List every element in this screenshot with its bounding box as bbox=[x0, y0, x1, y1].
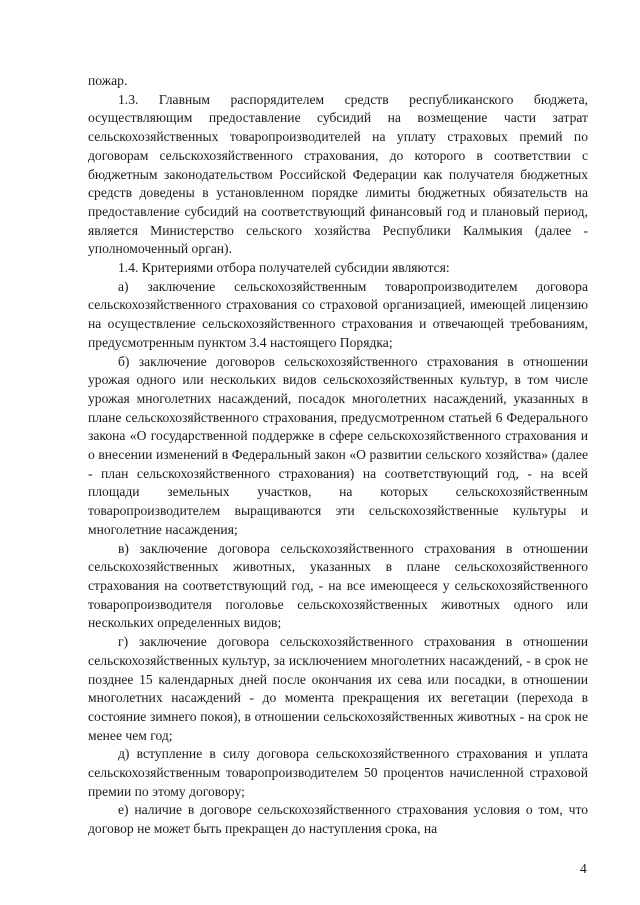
criterion-a: а) заключение сельскохозяйственным товаропроизводителем договора сельскохозяйственного страхования со страховой организацией, имеющей лицензию на осуществление сельскохозяйственного страхования и отвечающей требованиям, предусмотренным пунктом 3.4 настоящего Порядка; bbox=[88, 278, 588, 350]
criterion-v: в) заключение договора сельскохозяйственного страхования в отношении сельскохозяйственных животных, указанных в плане сельскохозяйственного страхования на соответствующий год, - на все имеющееся у сельскохозяйственного товаропроизводителя поголовье сельскохозяйственных животных одного или нескольких определенных видов; bbox=[88, 540, 588, 631]
paragraph-1-3: 1.3. Главным распорядителем средств республиканского бюджета, осуществляющим предоставление субсидий на возмещение части затрат сельскохозяйственных товаропроизводителей на уплату страховых премий по договорам сельскохозяйственного страхования, до которого в соответствии с бюджетным законодательством Российской Федерации как получателя бюджетных средств доведены в установленном порядке лимиты бюджетных обязательств на предоставление субсидий на соответствующий финансовый год и плановый период, является Министерство сельского хозяйства Республики Калмыкия (далее - уполномоченный орган). bbox=[88, 91, 588, 257]
paragraph-fire-ending: пожар. bbox=[88, 73, 128, 88]
criterion-e: е) наличие в договоре сельскохозяйственного страхования условия о том, что договор не может быть прекращен до наступления срока, на bbox=[88, 802, 588, 837]
criterion-d: д) вступление в силу договора сельскохозяйственного страхования и уплата сельскохозяйственным товаропроизводителем 50 процентов начисленной страховой премии по этому договору; bbox=[88, 746, 588, 799]
criterion-g: г) заключение договора сельскохозяйственного страхования в отношении сельскохозяйственных культур, за исключением многолетних насаждений, - в срок не позднее 15 календарных дней после окончания их сева или посадки, в отношении многолетних насаждений - до момента прекращения их вегетации (перехода в состояние зимнего покоя), в отношении сельскохозяйственных животных - на срок не менее чем год; bbox=[88, 634, 588, 743]
page-number: 4 bbox=[580, 861, 587, 876]
document-body bbox=[88, 72, 588, 839]
paragraph-1-4: 1.4. Критериями отбора получателей субсидии являются: bbox=[118, 260, 450, 276]
criterion-b: б) заключение договоров сельскохозяйственного страхования в отношении урожая одного или нескольких видов сельскохозяйственных культур, в том числе урожая многолетних насаждений, посадок многолетних насаждений, указанных в плане сельскохозяйственного страхования, предусмотренном статьей 6 Федерального закона «О государственной поддержке в сфере сельскохозяйственного страхования и о внесении изменений в Федеральный закон «О развитии сельского хозяйства» (далее - план сельскохозяйственного страхования) на соответствующий год, - на всей площади земельных участков, на которых сельскохозяйственным товаропроизводителем выращиваются эти сельскохозяйственные культуры и многолетние насаждения; bbox=[88, 353, 588, 537]
